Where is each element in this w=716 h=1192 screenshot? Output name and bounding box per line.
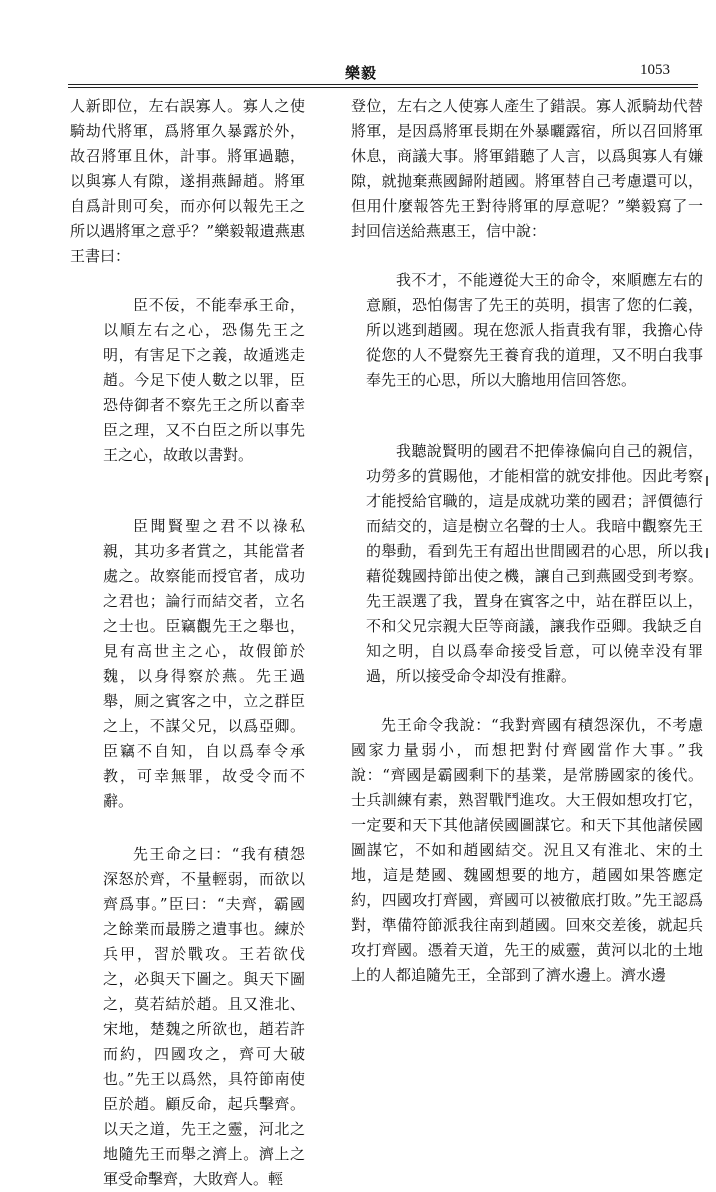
classical-letter-paragraph: 臣聞賢聖之君不以祿私親，其功多者賞之，其能當者處之。故察能而授官者，成功之君也；論行而結交者，立名之士也。臣竊觀先王之舉也，見有高世主之心，故假節於魏，以身得察於燕。先王過舉，厠之賓客之中，立之群臣之上，不謀父兄，以爲亞卿。臣竊不自知，自以爲奉令承教，可幸無罪，故受令而不辭。 — [103, 517, 305, 810]
header-divider-thin — [68, 87, 698, 88]
classical-paragraph: 人新即位，左右誤寡人。寡人之使騎劫代將軍，爲將軍久暴露於外，故召將軍且休，計事。將軍過聽，以與寡人有隙，遂捐燕歸趙。將軍自爲計則可矣，而亦何以報先王之所以遇將軍之意乎？”樂毅報遺燕惠王書曰： — [70, 97, 305, 265]
translation-text-column — [318, 94, 703, 988]
translation-paragraph: 登位，左右之人使寡人產生了錯誤。寡人派騎劫代替將軍，是因爲將軍長期在外暴曬露宿，所以召回將軍休息，商議大事。將軍錯聽了人言，以爲與寡人有嫌隙，就抛棄燕國歸附趙國。將軍替自己考慮還可以，但用什麼報答先王對待將軍的厚意呢？”樂毅寫了一封回信送給燕惠王，信中說： — [351, 97, 703, 240]
classical-text-column — [70, 94, 305, 1192]
running-title: 樂毅 — [345, 64, 378, 82]
translation-letter-paragraph: 先王命令我說：“我對齊國有積怨深仇，不考慮國家力量弱小，而想把對付齊國當作大事。”我說：“齊國是霸國剩下的基業，是常勝國家的後代。士兵訓練有素，熟習戰鬥進攻。大王假如想攻打它，一定要和天下其他諸侯國圖謀它。和天下其他諸侯國圖謀它，不如和趙國結交。況且又有淮北、宋的土地，這是楚國、魏國想要的地方，趙國如果答應定約，四國攻打齊國，齊國可以被徹底打敗。”先王認爲對，準備符節派我往南到趙國。回來交差後，就起兵攻打齊國。憑着天道，先王的威靈，黄河以北的土地上的人都追隨先王，全部到了濟水邊上。濟水邊 — [351, 716, 703, 984]
page-number: 1053 — [640, 62, 670, 78]
classical-letter-paragraph: 先王命之曰：“我有積怨深怒於齊，不量輕弱，而欲以齊爲事。”臣曰：“夫齊，霸國之餘業而最勝之遺事也。練於兵甲，習於戰攻。王若欲伐之，必與天下圖之。與天下圖之，莫若結於趙。且又淮北、宋地，楚魏之所欲也，趙若許而約，四國攻之，齊可大破也。”先王以爲然，具符節南使臣於趙。顧反命，起兵擊齊。以天之道，先王之靈，河北之地隨先王而舉之濟上。濟上之軍受命擊齊，大敗齊人。輕 — [103, 845, 305, 1188]
translation-letter-paragraph: 我聽說賢明的國君不把俸祿偏向自己的親信，功勞多的賞賜他，才能相當的就安排他。因此考察才能授給官職的，這是成就功業的國君；評價德行而結交的，這是樹立名聲的士人。我暗中觀察先王的舉動，看到先王有超出世間國君的心思，所以我藉從魏國持節出使之機，讓自己到燕國受到考察。先王誤選了我，置身在賓客之中，站在群臣以上，不和父兄宗親大臣等商議，讓我作亞卿。我缺乏自知之明，自以爲奉命接受旨意，可以僥幸没有罪過，所以接受命令却没有推辭。 — [366, 442, 703, 685]
binding-mark — [706, 548, 708, 558]
translation-letter-paragraph: 我不才，不能遵從大王的命令，來順應左右的意願，恐怕傷害了先王的英明，損害了您的仁義，所以逃到趙國。現在您派人指責我有罪，我擔心侍從您的人不覺察先王養育我的道理，又不明白我事奉先王的心思，所以大膽地用信回答您。 — [366, 271, 703, 389]
binding-mark — [706, 476, 708, 486]
header-divider — [68, 84, 698, 85]
classical-letter-paragraph: 臣不佞，不能奉承王命，以順左右之心，恐傷先王之明，有害足下之義，故遁逃走趙。今足下使人數之以罪，臣恐侍御者不察先王之所以畜幸臣之理，又不白臣之所以事先王之心，故敢以書對。 — [103, 296, 305, 464]
